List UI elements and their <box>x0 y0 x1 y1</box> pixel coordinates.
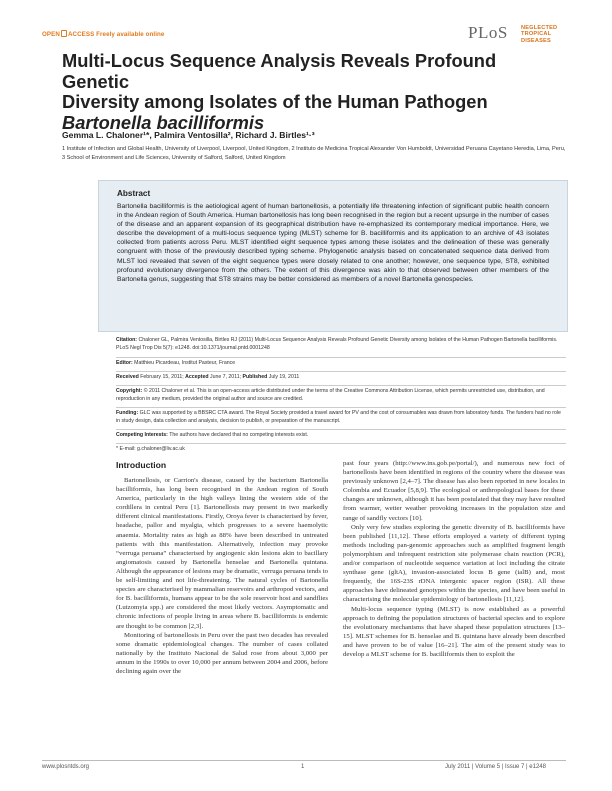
divider <box>116 385 566 386</box>
author-list: Gemma L. Chaloner¹*, Palmira Ventosilla², Richard J. Birtles¹·³ <box>62 130 315 140</box>
funding-label: Funding: <box>116 410 139 416</box>
dates <box>116 374 566 382</box>
abstract-heading: Abstract <box>117 189 151 198</box>
funding-text: GLC was supported by a BBSRC CTA award. The Royal Society provided a travel award for PV and the cost of consumables was drawn from laboratory funds. The funders had no role in study design, data collection and analysis, decision to publish, or preparation of the manuscript. <box>116 410 561 424</box>
published-label: Published <box>242 374 268 380</box>
logo-sub2: TROPICAL DISEASES <box>521 31 552 44</box>
accepted-label: Accepted <box>185 374 209 380</box>
competing-interests <box>116 432 566 440</box>
copyright-text: © 2011 Chaloner et al. This is an open-access article distributed under the terms of the Creative Commons Attribution License, which permits unrestricted use, distribution, and reproduction in any medium, provided the original author and source are credited. <box>116 388 545 402</box>
email: * E-mail: g.chaloner@liv.ac.uk <box>116 446 185 452</box>
divider <box>116 357 566 358</box>
received-date: February 15, 2011; <box>140 374 184 380</box>
open-access-banner <box>42 30 164 38</box>
title-line-3: Bartonella bacilliformis <box>62 111 265 133</box>
divider <box>116 407 566 408</box>
page-number: 1 <box>301 764 305 770</box>
editor <box>116 360 566 368</box>
paragraph: Multi-locus sequence typing (MLST) is now established as a powerful approach to defining the population structures of bacterial species and to explore the evolutionary mechanisms that have shaped these population structures [13–15]. MLST schemes for B. henselae and B. quintana have already been described and have proven to be of value [16–21]. The aim of the present study was to develop a MLST scheme for B. bacilliformis then to exploit the <box>343 605 565 658</box>
accepted-date: June 7, 2011; <box>209 374 242 380</box>
abstract-text: Bartonella bacilliformis is the aetiological agent of human bartonellosis, a potentially life threatening infection of significant public health concern in the Andean region of South America. Human bartonellosis has long been recognised in the region but a recent upsurge in the number of cases of the disease and an apparent expansion of its geographical distribution have re-emphasized its contemporary medical importance. Here, we describe the development of a multi-locus sequence typing (MLST) scheme for B. bacilliformis and its application to an archive of 43 isolates collected from patients across Peru. MLST identified eight sequence types among these isolates and the delineation of these was generally congruent with those of the previously described typing scheme. Phylogenetic analysis based on concatenated sequence data derived from MLST loci revealed that seven of the eight sequence types were closely related to one another; however, one sequence type, ST8, exhibited profound evolutionary divergence from the others. The extent of this divergence was akin to that observed between other members of the Bartonella genus, suggesting that ST8 strains may be better considered as members of a novel Bartonella genospecies. <box>117 203 549 283</box>
interests-label: Competing Interests: <box>116 432 168 438</box>
open-access-prefix: OPEN <box>42 31 60 38</box>
open-lock-icon <box>61 30 67 37</box>
footer-divider <box>42 760 566 761</box>
copyright-label: Copyright: <box>116 388 143 394</box>
article-title <box>62 51 562 133</box>
paragraph: past four years (http://www.ins.gob.pe/portal/), and numerous new foci of bartonellosis have been identified in regions of the country where the disease was previously unknown [2,4–7]. The disease has also been reported in new locales in Colombia and Ecuador [5,8,9]. The ecological or anthropological bases for these changes are unknown, although it has been postulated that they may have resulted from warmer, wetter weather provoking increases in the population size and range of sandfly vectors [10]. <box>343 460 565 522</box>
issue-info: July 2011 | Volume 5 | Issue 7 | e1248 <box>445 764 546 770</box>
logo-subtitle <box>521 25 578 44</box>
editor-label: Editor: <box>116 360 133 366</box>
received-label: Received <box>116 374 139 380</box>
intro-heading: Introduction <box>116 460 167 470</box>
body-column-right <box>343 459 565 659</box>
body-column-left <box>116 476 328 676</box>
citation-label: Citation: <box>116 337 138 343</box>
logo-sub1: NEGLECTED <box>521 25 558 31</box>
logo-text: PLoS <box>468 23 508 42</box>
funding <box>116 410 566 425</box>
paragraph: Bartonellosis, or Carrion's disease, caused by the bacterium Bartonella bacilliformis, has long been recognised in the Andean region of South America, particularly in the high valleys lining the western side of the cordillera in central Peru [1]. Bartonellosis may present in two markedly different clinical manifestations. Firstly, Oroya fever is characterised by fever, headache, pallor and myalgia, which progresses to a severe haemolytic anaemia. Mortality rates as high as 88% have been described in untreated patients with this manifestation. Alternatively, infection may provoke “verruga peruana” characterised by angiogenic skin lesions akin to bacillary angiomatosis caused by Bartonella henselae and Bartonella quintana. Although the appearance of lesions may be dramatic, verruga peruana tends to be self-limiting and not life-threatening. The natural cycles of Bartonella species are characterised by mammalian reservoirs and arthropod vectors, and for B. bacilliformis, humans appear to be the sole reservoir host and sandflies (Lutzomyia spp.) are considered the most likely vectors. Asymptomatic and chronic infections of people living in areas where B. bacilliformis is endemic are thought to be common [2,3]. <box>116 477 328 630</box>
divider <box>116 429 566 430</box>
open-access-suffix: ACCESS Freely available online <box>67 31 165 38</box>
divider <box>116 371 566 372</box>
footer-website[interactable]: www.plosntds.org <box>42 764 90 770</box>
divider <box>116 443 566 444</box>
affiliations: 1 Institute of Infection and Global Health, University of Liverpool, Liverpool, United Kingdom, 2 Instituto de Medicina Tropical Alexander Von Humboldt, Universidad Peruana Cayetano Heredia, Lima, Peru, 3 School of Environment and Life Sciences, University of Salford, Salford, United Kingdom <box>62 146 566 161</box>
interests-text: The authors have declared that no competing interests exist. <box>169 432 309 438</box>
citation <box>116 337 566 352</box>
title-line-1: Multi-Locus Sequence Analysis Reveals Profound Genetic <box>62 50 497 92</box>
copyright <box>116 388 566 403</box>
title-line-2: Diversity among Isolates of the Human Pathogen <box>62 91 488 112</box>
published-date: July 19, 2011 <box>268 374 300 380</box>
paragraph: Only very few studies exploring the genetic diversity of B. bacilliformis have been published [11,12]. These efforts employed a variety of different typing methods including pan-genomic approaches such as amplified fragment length polymorphism and infrequent restriction site polymerase chain reaction (PCR), and/or comparison of nucleotide sequence variation at loci including the citrate synthase gene (gltA), invasion-associated locus B gene (ialB) and, most frequently, the 16S-23S rDNA intergenic spacer region (ISR). All these approaches have delineated genotypes within the species, and have been useful in characterising the molecular epidemiology of bartonellosis [11,12]. <box>343 523 565 604</box>
journal-logo <box>468 22 578 42</box>
editor-text: Matthieu Picardeau, Institut Pasteur, France <box>134 360 236 366</box>
paragraph: Monitoring of bartonellosis in Peru over the past two decades has revealed some dramatic epidemiological changes. The number of cases collated nationally by the Instituto Nacional de Salud rose from about 3,000 per annum in the 1990s to over 10,000 per annum between 2004 and 2006, before declining again over the <box>116 631 328 675</box>
citation-text: Chaloner GL, Palmira Ventosilla, Birtles RJ (2011) Multi-Locus Sequence Analysis Reveals Profound Genetic Diversity among Isolates of the Human Pathogen Bartonella bacilliformis. PLoS Negl Trop Dis 5(7): e1248. doi:10.1371/journal.pntd.0001248 <box>116 337 558 351</box>
abstract-box <box>98 180 568 332</box>
